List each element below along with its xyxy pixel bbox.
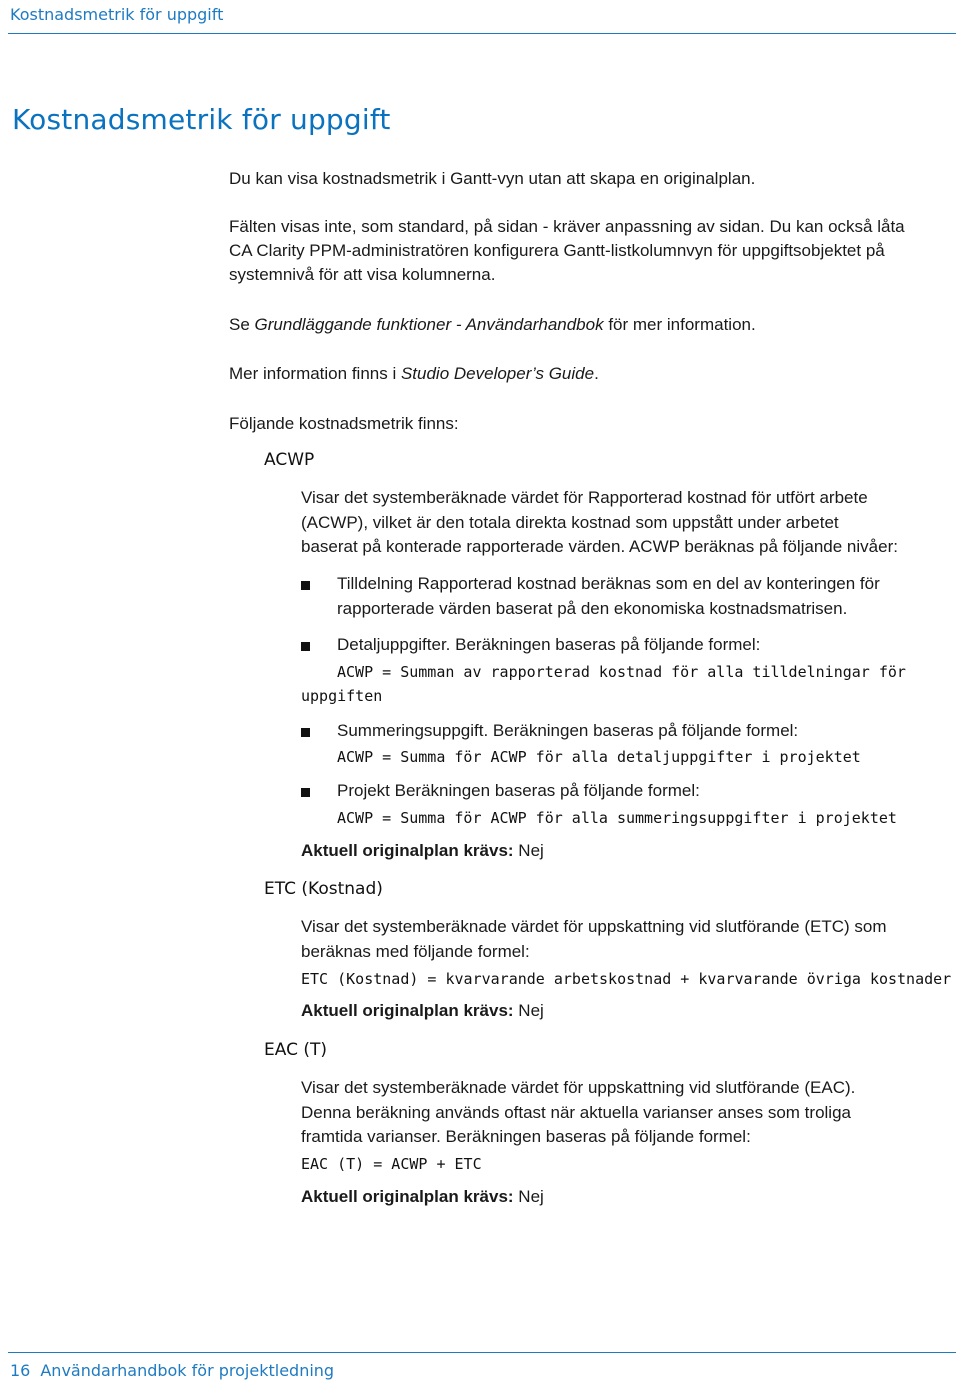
acwp-bullet-4 — [301, 779, 951, 804]
book-reference: Grundläggande funktioner - Användarhandbok — [254, 315, 604, 334]
bullet-icon — [301, 788, 310, 797]
bullet-icon — [301, 581, 310, 590]
eac-requirement-value: Nej — [513, 1187, 544, 1206]
acwp-requirement-value: Nej — [513, 841, 544, 860]
acwp-formula-project: ACWP = Summa för ACWP för alla summeringsuppgifter i projektet — [337, 809, 897, 827]
intro-paragraph-2-line-3: systemnivå för att visa kolumnerna. — [229, 265, 496, 284]
acwp-requirement — [301, 841, 544, 861]
acwp-definition — [301, 486, 956, 560]
etc-definition-line-2: beräknas med följande formel: — [301, 941, 530, 961]
intro-p3-post: för mer information. — [603, 315, 756, 334]
footer-book-title: Användarhandbok för projektledning — [40, 1361, 335, 1380]
acwp-bullet-3-text: Summeringsuppgift. Beräkningen baseras på följande formel: — [337, 721, 799, 740]
footer-rule — [8, 1352, 956, 1353]
intro-p4-pre: Mer information finns i — [229, 364, 401, 383]
etc-requirement-value: Nej — [513, 1001, 544, 1020]
page-footer — [10, 1361, 334, 1380]
eac-formula: EAC (T) = ACWP + ETC — [301, 1155, 482, 1173]
acwp-bullet-2-text: Detaljuppgifter. Beräkningen baseras på följande formel: — [337, 635, 761, 654]
intro-paragraph-2 — [229, 215, 959, 287]
bullet-icon — [301, 642, 310, 651]
intro-paragraph-5: Följande kostnadsmetrik finns: — [229, 414, 459, 433]
header-rule — [8, 33, 956, 34]
term-acwp: ACWP — [264, 450, 315, 470]
running-header: Kostnadsmetrik för uppgift — [10, 5, 224, 24]
etc-formula: ETC (Kostnad) = kvarvarande arbetskostnad + kvarvarande övriga kostnader — [301, 970, 952, 988]
acwp-bullet-1-line-1: Tilldelning Rapporterad kostnad beräknas som en del av konteringen för — [337, 574, 880, 593]
acwp-definition-line-3: baserat på konterade rapporterade värden. ACWP beräknas på följande nivåer: — [301, 537, 898, 556]
acwp-bullet-1 — [301, 572, 951, 621]
acwp-requirement-label: Aktuell originalplan krävs: — [301, 841, 514, 860]
intro-paragraph-3 — [229, 313, 959, 337]
acwp-formula-detail-line-1: ACWP = Summan av rapporterad kostnad för alla tilldelningar för — [337, 663, 906, 681]
etc-definition — [301, 915, 956, 964]
eac-definition-line-3: framtida varianser. Beräkningen baseras på följande formel: — [301, 1127, 751, 1146]
acwp-formula-summary: ACWP = Summa för ACWP för alla detaljuppgifter i projektet — [337, 748, 861, 766]
eac-requirement-label: Aktuell originalplan krävs: — [301, 1187, 514, 1206]
term-eac: EAC (T) — [264, 1040, 327, 1060]
eac-definition-line-1: Visar det systemberäknade värdet för uppskattning vid slutförande (EAC). — [301, 1078, 856, 1097]
intro-paragraph-2-line-2: CA Clarity PPM-administratören konfigurera Gantt-listkolumnvyn för uppgiftsobjektet på — [229, 241, 885, 260]
term-etc: ETC (Kostnad) — [264, 879, 383, 899]
page-number: 16 — [10, 1361, 31, 1380]
eac-definition — [301, 1076, 956, 1150]
intro-paragraph-1: Du kan visa kostnadsmetrik i Gantt-vyn utan att skapa en originalplan. — [229, 169, 756, 188]
etc-definition-line-1: Visar det systemberäknade värdet för uppskattning vid slutförande (ETC) som — [301, 917, 887, 936]
bullet-icon — [301, 728, 310, 737]
page-title: Kostnadsmetrik för uppgift — [12, 103, 391, 136]
etc-requirement — [301, 1001, 544, 1021]
acwp-formula-detail-line-2: uppgiften — [301, 687, 383, 705]
acwp-definition-line-2: (ACWP), vilket är den totala direkta kostnad som uppstått under arbetet — [301, 512, 839, 532]
intro-paragraph-4 — [229, 362, 959, 386]
etc-requirement-label: Aktuell originalplan krävs: — [301, 1001, 514, 1020]
acwp-bullet-2 — [301, 633, 951, 658]
acwp-bullet-1-line-2: rapporterade värden baserat på den ekonomiska kostnadsmatrisen. — [337, 598, 848, 618]
acwp-bullet-3 — [301, 719, 951, 744]
intro-p3-pre: Se — [229, 315, 255, 334]
guide-reference: Studio Developer’s Guide — [400, 364, 595, 383]
eac-requirement — [301, 1187, 544, 1207]
acwp-bullet-4-text: Projekt Beräkningen baseras på följande formel: — [337, 781, 700, 800]
intro-p4-post: . — [594, 364, 599, 383]
intro-paragraph-2-line-1: Fälten visas inte, som standard, på sidan - kräver anpassning av sidan. Du kan också låta — [229, 217, 905, 236]
eac-definition-line-2: Denna beräkning används oftast när aktuella varianser anses som troliga — [301, 1102, 851, 1122]
acwp-definition-line-1: Visar det systemberäknade värdet för Rapporterad kostnad för utfört arbete — [301, 488, 868, 507]
